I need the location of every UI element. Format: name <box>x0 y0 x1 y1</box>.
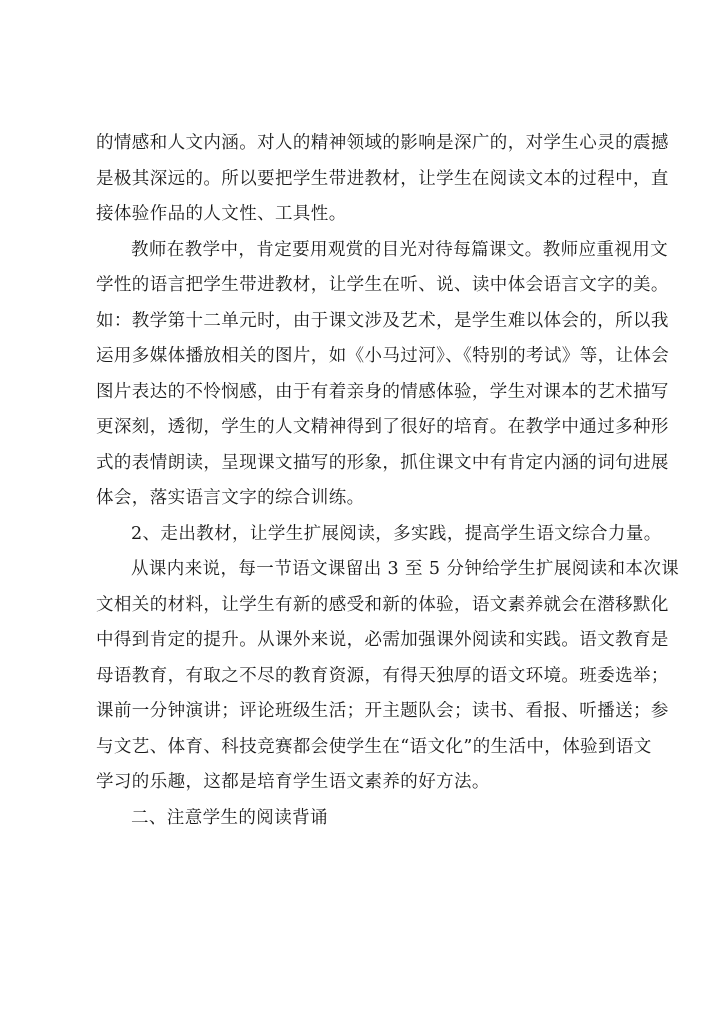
text-line: 接体验作品的人文性、工具性。 <box>96 204 347 224</box>
text-line: 母语教育，有取之不尽的教育资源，有得天独厚的语文环境。班委选举； <box>96 665 669 686</box>
paragraph-in-class-out-class <box>96 552 680 801</box>
text-line: 课前一分钟演讲；评论班级生活；开主题队会；读书、看报、听播送；参 <box>96 701 669 721</box>
paragraph-teacher-appreciation <box>96 233 670 517</box>
text-line: 图片表达的不怜悯感，由于有着亲身的情感体验，学生对课本的艺术描写 <box>96 381 669 402</box>
paragraph-humanistic-content <box>96 126 669 233</box>
text-line: 2、走出教材，让学生扩展阅读，多实践，提高学生语文综合力量。 <box>131 523 662 544</box>
text-line: 体会，落实语言文字的综合训练。 <box>96 488 365 508</box>
text-line: 与文艺、体育、科技竞赛都会使学生在“语文化”的生活中，体验到语文 <box>96 736 652 757</box>
heading-extended-reading <box>96 517 662 553</box>
text-line: 教师在教学中，肯定要用观赏的目光对待每篇课文。教师应重视用文 <box>131 239 668 260</box>
text-line: 运用多媒体播放相关的图片，如《小马过河》、《特别的考试》等，让体会 <box>96 346 670 366</box>
text-line: 是极其深远的。所以要把学生带进教材，让学生在阅读文本的过程中，直 <box>96 168 669 189</box>
text-line: 学习的乐趣，这都是培育学生语文素养的好方法。 <box>96 772 490 792</box>
text-line: 如：教学第十二单元时，由于课文涉及艺术，是学生难以体会的，所以我 <box>96 310 669 331</box>
heading-reading-recitation <box>96 801 626 837</box>
document-body <box>96 126 680 836</box>
text-line: 二、注意学生的阅读背诵 <box>131 807 328 828</box>
text-line: 的情感和人文内涵。对人的精神领域的影响是深广的，对学生心灵的震撼 <box>96 133 669 153</box>
text-line: 学性的语言把学生带进教材，让学生在听、说、读中体会语言文字的美。 <box>96 275 669 295</box>
text-line: 从课内来说，每一节语文课留出 3 至 5 分钟给学生扩展阅读和本次课 <box>131 559 680 579</box>
text-line: 式的表情朗读，呈现课文描写的形象，抓住课文中有肯定内涵的词句进展 <box>96 452 669 473</box>
text-line: 更深刻，透彻，学生的人文精神得到了很好的培育。在教学中通过多种形 <box>96 417 669 437</box>
text-line: 中得到肯定的提升。从课外来说，必需加强课外阅读和实践。语文教育是 <box>96 630 669 650</box>
text-line: 文相关的材料，让学生有新的感受和新的体验，语文素养就会在潜移默化 <box>96 594 669 615</box>
